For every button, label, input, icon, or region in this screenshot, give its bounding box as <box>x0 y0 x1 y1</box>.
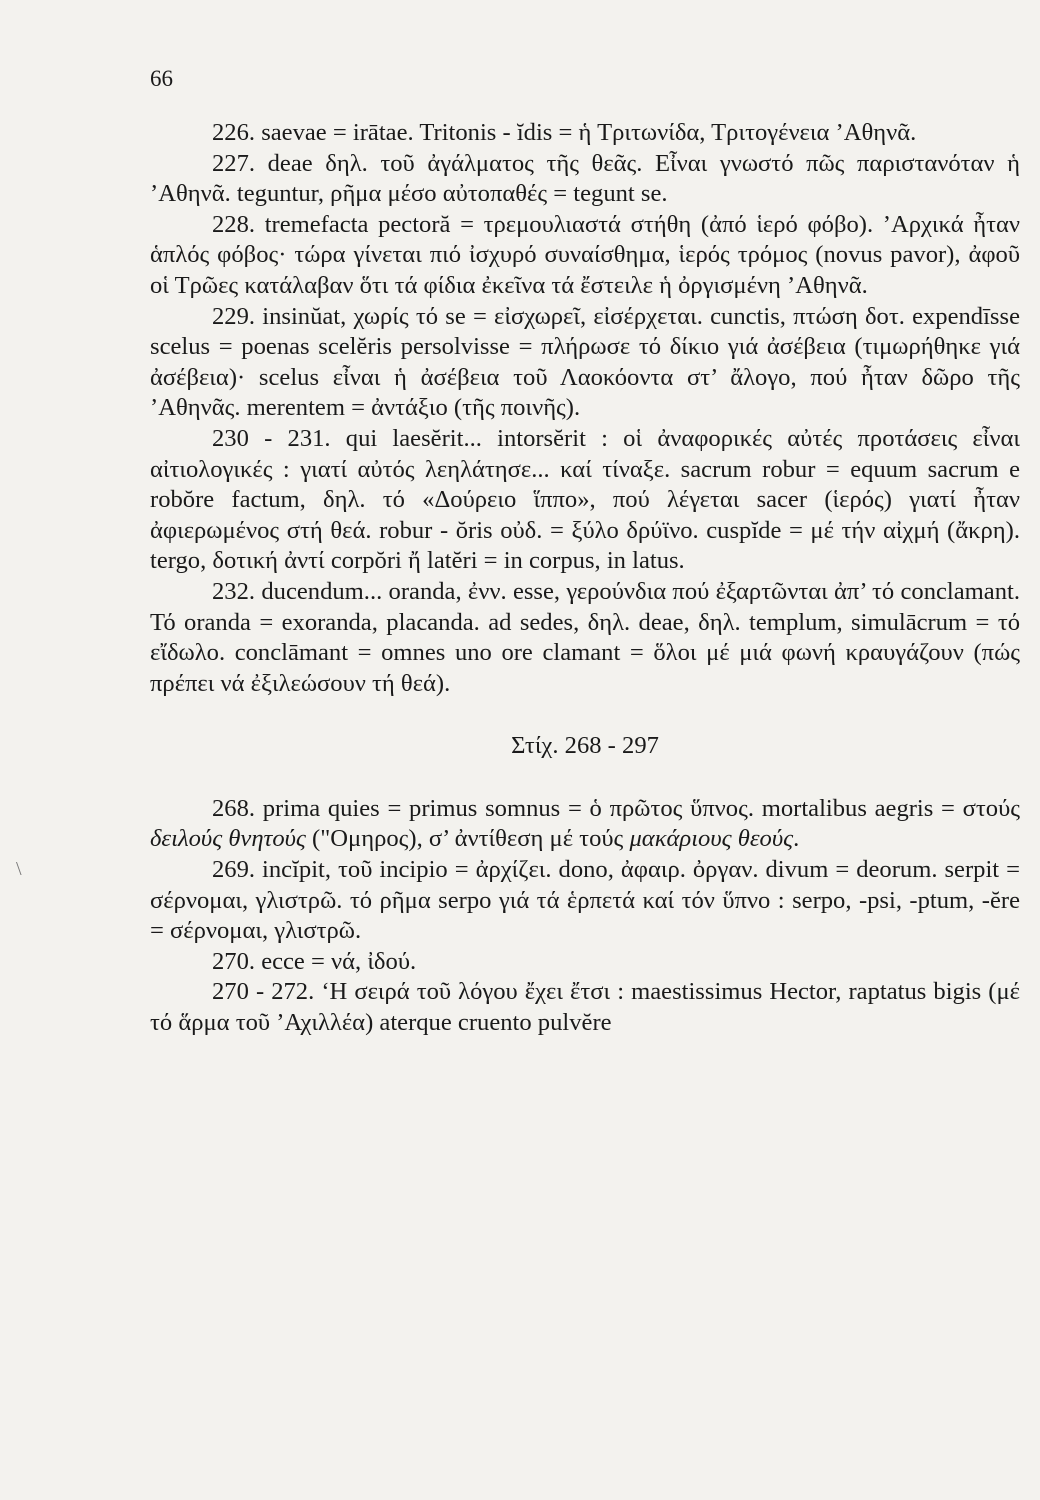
note-227: 227. deae δηλ. τοῦ ἀγάλματος τῆς θεᾶς. Εἶναι γνωστό πῶς παριστανόταν ἡ ’Αθηνᾶ. teguntur, ρῆμα μέσο αὐτοπαθές = tegunt se. <box>150 149 1020 208</box>
note-268-text-mid: ("Ομηρος), σ’ ἀντίθεση μέ τούς <box>305 825 630 853</box>
note-268 <box>150 794 1020 855</box>
margin-mark: \ <box>16 858 22 880</box>
commentary-body <box>150 118 1020 1039</box>
note-268-text-end: . <box>793 825 800 853</box>
note-230-231: 230 - 231. qui laesĕrit... intorsĕrit : οἱ ἀναφορικές αὐτές προτάσεις εἶναι αἰτιολογικές : γιατί αὐτός λεηλάτησε... καί τίναξε. sacrum robur = equum sacrum e robŏre factum, δηλ. τό «Δούρειο ἵππο», πού λέγεται sacer (ἱερός) γιατί ἦταν ἀφιερωμένος στή θεά. robur - ŏris οὐδ. = ξύλο δρύϊνο. cuspĭde = μέ τήν αἰχμή (ἄκρη). tergo, δοτική ἀντί corpŏri ἤ latĕri = in corpus, in latus. <box>150 424 1020 575</box>
section-heading: Στίχ. 268 - 297 <box>511 732 659 760</box>
note-268-italic-gods: μακάριους θεούς <box>629 825 794 853</box>
note-268-text-start: 268. prima quies = primus somnus = ὁ πρῶτος ὕπνος. mortalibus aegris = στούς <box>212 794 1020 822</box>
note-270: 270. ecce = νά, ἰδού. <box>212 947 417 975</box>
note-270-272: 270 - 272. ‘Η σειρά τοῦ λόγου ἔχει ἔτσι : maestissimus Hector, raptatus bigis (μέ τό ἅρμα τοῦ ’Αχιλλέα) aterque cruento pulvĕre <box>150 978 1020 1037</box>
note-268-italic-mortals: δειλούς θνητούς <box>150 825 306 853</box>
note-228: 228. tremefacta pectoră = τρεμουλιαστά στήθη (ἀπό ἱερό φόβο). ’Αρχικά ἦταν ἁπλός φόβος· τώρα γίνεται πιό ἰσχυρό συναίσθημα, ἱερός τρόμος (novus pavor), ἀφοῦ οἱ Τρῶες κατάλαβαν ὅτι τά φίδια ἐκεῖνα τά ἔστειλε ἡ ὀργισμένη ’Αθηνᾶ. <box>150 210 1020 299</box>
note-226: 226. saevae = irātae. Tritonis - ĭdis = ἡ Τριτωνίδα, Τριτογένεια ’Αθηνᾶ. <box>212 119 917 146</box>
note-232: 232. ducendum... oranda, ἐνν. esse, γερούνδια πού ἐξαρτῶνται ἀπ’ τό conclamant. Τό oranda = exoranda, placanda. ad sedes, δηλ. deae, δηλ. templum, simulācrum = τό εἴδωλο. conclāmant = omnes uno ore clamant = ὅλοι μέ μιά φωνή κραυγάζουν (πώς πρέπει νά ἐξιλεώσουν τή θεά). <box>150 577 1020 697</box>
page-number: 66 <box>150 66 173 91</box>
note-229: 229. insinŭat, χωρίς τό se = εἰσχωρεῖ, εἰσέρχεται. cunctis, πτώση δοτ. expendīsse scelus = poenas scelĕris persolvisse = πλήρωσε τό δίκιο γιά ἀσέβεια (τιμωρήθηκε γιά ἀσέβεια)· scelus εἶναι ἡ ἀσέβεια τοῦ Λαοκόοντα στ’ ἄλογο, πού ἦταν δῶρο τῆς ’Αθηνᾶς. merentem = ἀντάξιο (τῆς ποινῆς). <box>150 302 1020 422</box>
note-269: 269. incĭpit, τοῦ incipio = ἀρχίζει. dono, ἀφαιρ. ὀργαν. divum = deorum. serpit = σέρνομαι, γλιστρῶ. τό ρῆμα serpo γιά τά ἑρπετά καί τόν ὕπνο : serpo, -psi, -ptum, -ĕre = σέρνομαι, γλιστρῶ. <box>150 856 1020 945</box>
